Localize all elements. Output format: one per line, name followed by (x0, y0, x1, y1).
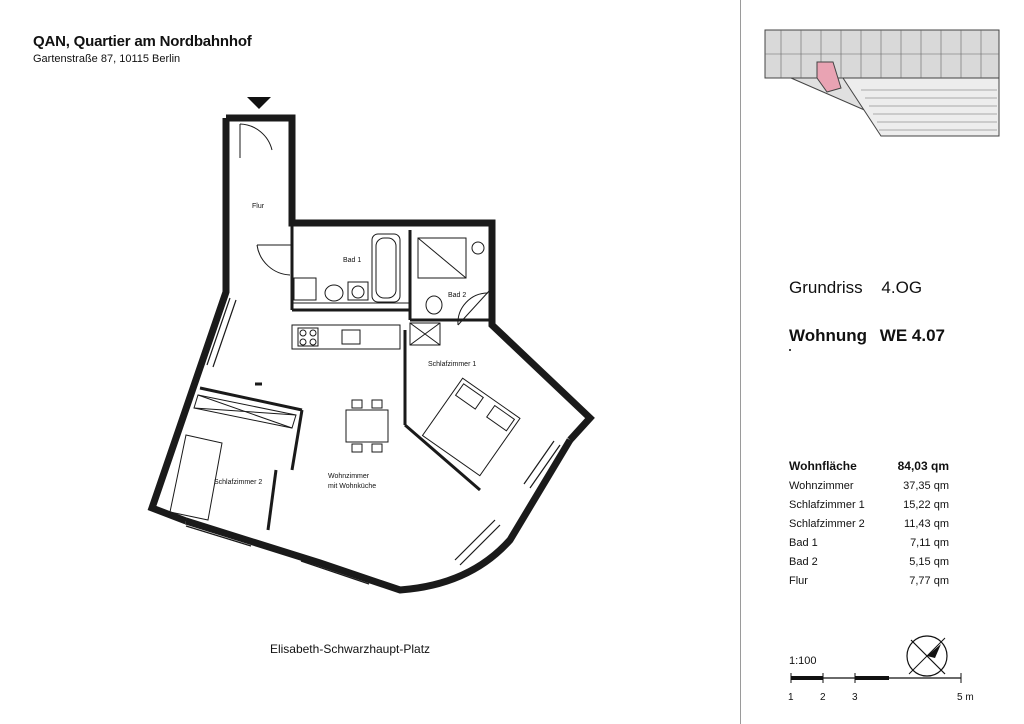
street-name: Elisabeth-Schwarzhaupt-Platz (269, 642, 431, 656)
area-row (789, 534, 949, 553)
room-label-schlafzimmer1: Schlafzimmer 1 (428, 361, 477, 368)
scale-label: 1:100 (789, 655, 817, 667)
double-bed (422, 378, 519, 475)
room-label-bad1: Bad 1 (343, 257, 362, 264)
room-label-wohnkueche: mit Wohnküche (328, 483, 377, 490)
area-row (789, 515, 949, 534)
area-row-label: Wohnzimmer (789, 480, 854, 492)
bathroom-door (257, 245, 292, 275)
area-row-label: Bad 1 (789, 537, 818, 549)
room-label-flur: Flur (252, 203, 265, 210)
room-label-schlafzimmer2: Schlafzimmer 2 (214, 479, 263, 486)
unit-label: Wohnung (789, 326, 868, 345)
area-row-value: 7,11 qm (910, 537, 949, 549)
floor-info (789, 278, 922, 298)
kitchen-counter (292, 323, 440, 349)
room-label-wohnzimmer: Wohnzimmer (328, 473, 370, 480)
area-row-value: 37,35 qm (903, 480, 949, 492)
bad2-fixtures (418, 238, 484, 314)
area-row-label: Bad 2 (789, 556, 818, 568)
area-row (789, 553, 949, 572)
area-total-row (789, 455, 949, 477)
scale-tick: 3 (852, 692, 858, 703)
area-total-label: Wohnfläche (789, 459, 857, 473)
info-panel (741, 0, 1024, 724)
area-row-value: 11,43 qm (903, 518, 949, 530)
project-title: QAN, Quartier am Nordbahnhof (33, 33, 252, 50)
scale-tick: 5 m (957, 692, 974, 703)
scale-bar (781, 670, 991, 706)
area-row (789, 477, 949, 496)
bedroom-2-furniture (170, 395, 296, 520)
room-label-bad2: Bad 2 (448, 292, 467, 299)
area-row (789, 572, 949, 591)
area-row-value: 7,77 qm (909, 575, 949, 587)
area-row-value: 5,15 qm (909, 556, 949, 568)
entrance-door (240, 124, 272, 158)
entrance-arrow-icon (247, 97, 271, 109)
scale-tick: 2 (820, 692, 826, 703)
area-row (789, 496, 949, 515)
project-address: Gartenstraße 87, 10115 Berlin (33, 53, 181, 65)
dining-table (346, 400, 388, 452)
unit-value: WE 4.07 (879, 326, 945, 345)
floor-label: Grundriss (789, 278, 863, 297)
unit-info (789, 326, 945, 346)
area-row-label: Flur (789, 575, 808, 587)
area-row-label: Schlafzimmer 1 (789, 499, 865, 511)
area-total-value: 84,03 qm (897, 459, 949, 473)
key-plan (761, 26, 1021, 146)
bad1-fixtures (292, 234, 410, 303)
area-row-label: Schlafzimmer 2 (789, 518, 865, 530)
area-table (789, 455, 949, 591)
dot-mark (789, 349, 791, 351)
scale-tick: 1 (788, 692, 794, 703)
area-row-value: 15,22 qm (903, 499, 949, 511)
floor-value: 4.OG (881, 278, 923, 297)
